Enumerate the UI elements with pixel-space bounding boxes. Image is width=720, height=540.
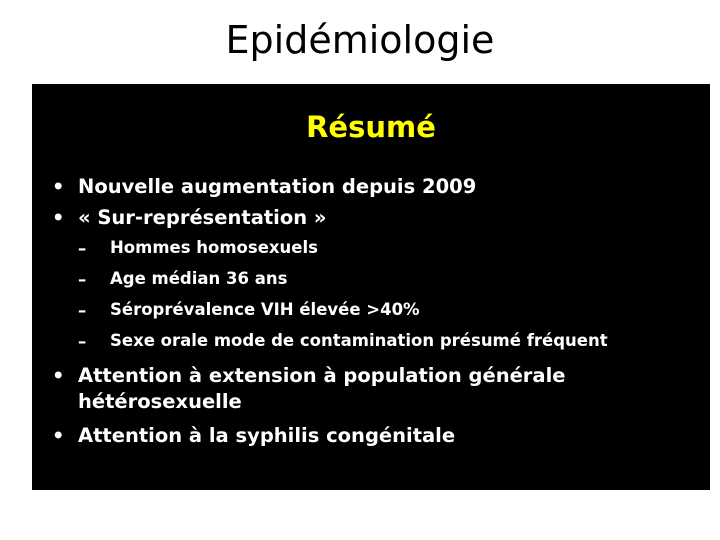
bullet-item	[52, 363, 692, 415]
bullet-list	[52, 174, 692, 449]
sub-bullet-text: Age médian 36 ans	[110, 269, 288, 288]
bullet-text: Nouvelle augmentation depuis 2009	[78, 175, 477, 198]
bullet-marker: •	[52, 206, 65, 229]
dash-marker: –	[78, 270, 87, 289]
dash-marker: –	[78, 239, 87, 258]
bullet-item	[52, 174, 692, 200]
sub-bullet-text: Séroprévalence VIH élevée >40%	[110, 300, 420, 319]
dash-marker: –	[78, 301, 87, 320]
dash-marker: –	[78, 332, 87, 351]
bullet-item	[52, 205, 692, 231]
sub-bullet-text: Sexe orale mode de contamination présumé fréquent	[110, 331, 608, 350]
bullet-marker: •	[52, 364, 65, 387]
bullet-text: « Sur-représentation »	[78, 206, 327, 229]
bullet-item	[52, 423, 692, 449]
sub-bullet-text: Hommes homosexuels	[110, 238, 318, 257]
slide-title: Epidémiologie	[225, 18, 495, 62]
bullet-text: Attention à extension à population générale hétérosexuelle	[78, 364, 566, 413]
sub-bullet-item	[52, 267, 692, 293]
bullet-marker: •	[52, 424, 65, 447]
sub-bullet-item	[52, 236, 692, 262]
sub-bullet-item	[52, 298, 692, 324]
bullet-marker: •	[52, 175, 65, 198]
panel-heading: Résumé	[306, 110, 436, 144]
sub-bullet-item	[52, 329, 692, 355]
summary-panel	[32, 84, 710, 490]
bullet-text: Attention à la syphilis congénitale	[78, 424, 456, 447]
